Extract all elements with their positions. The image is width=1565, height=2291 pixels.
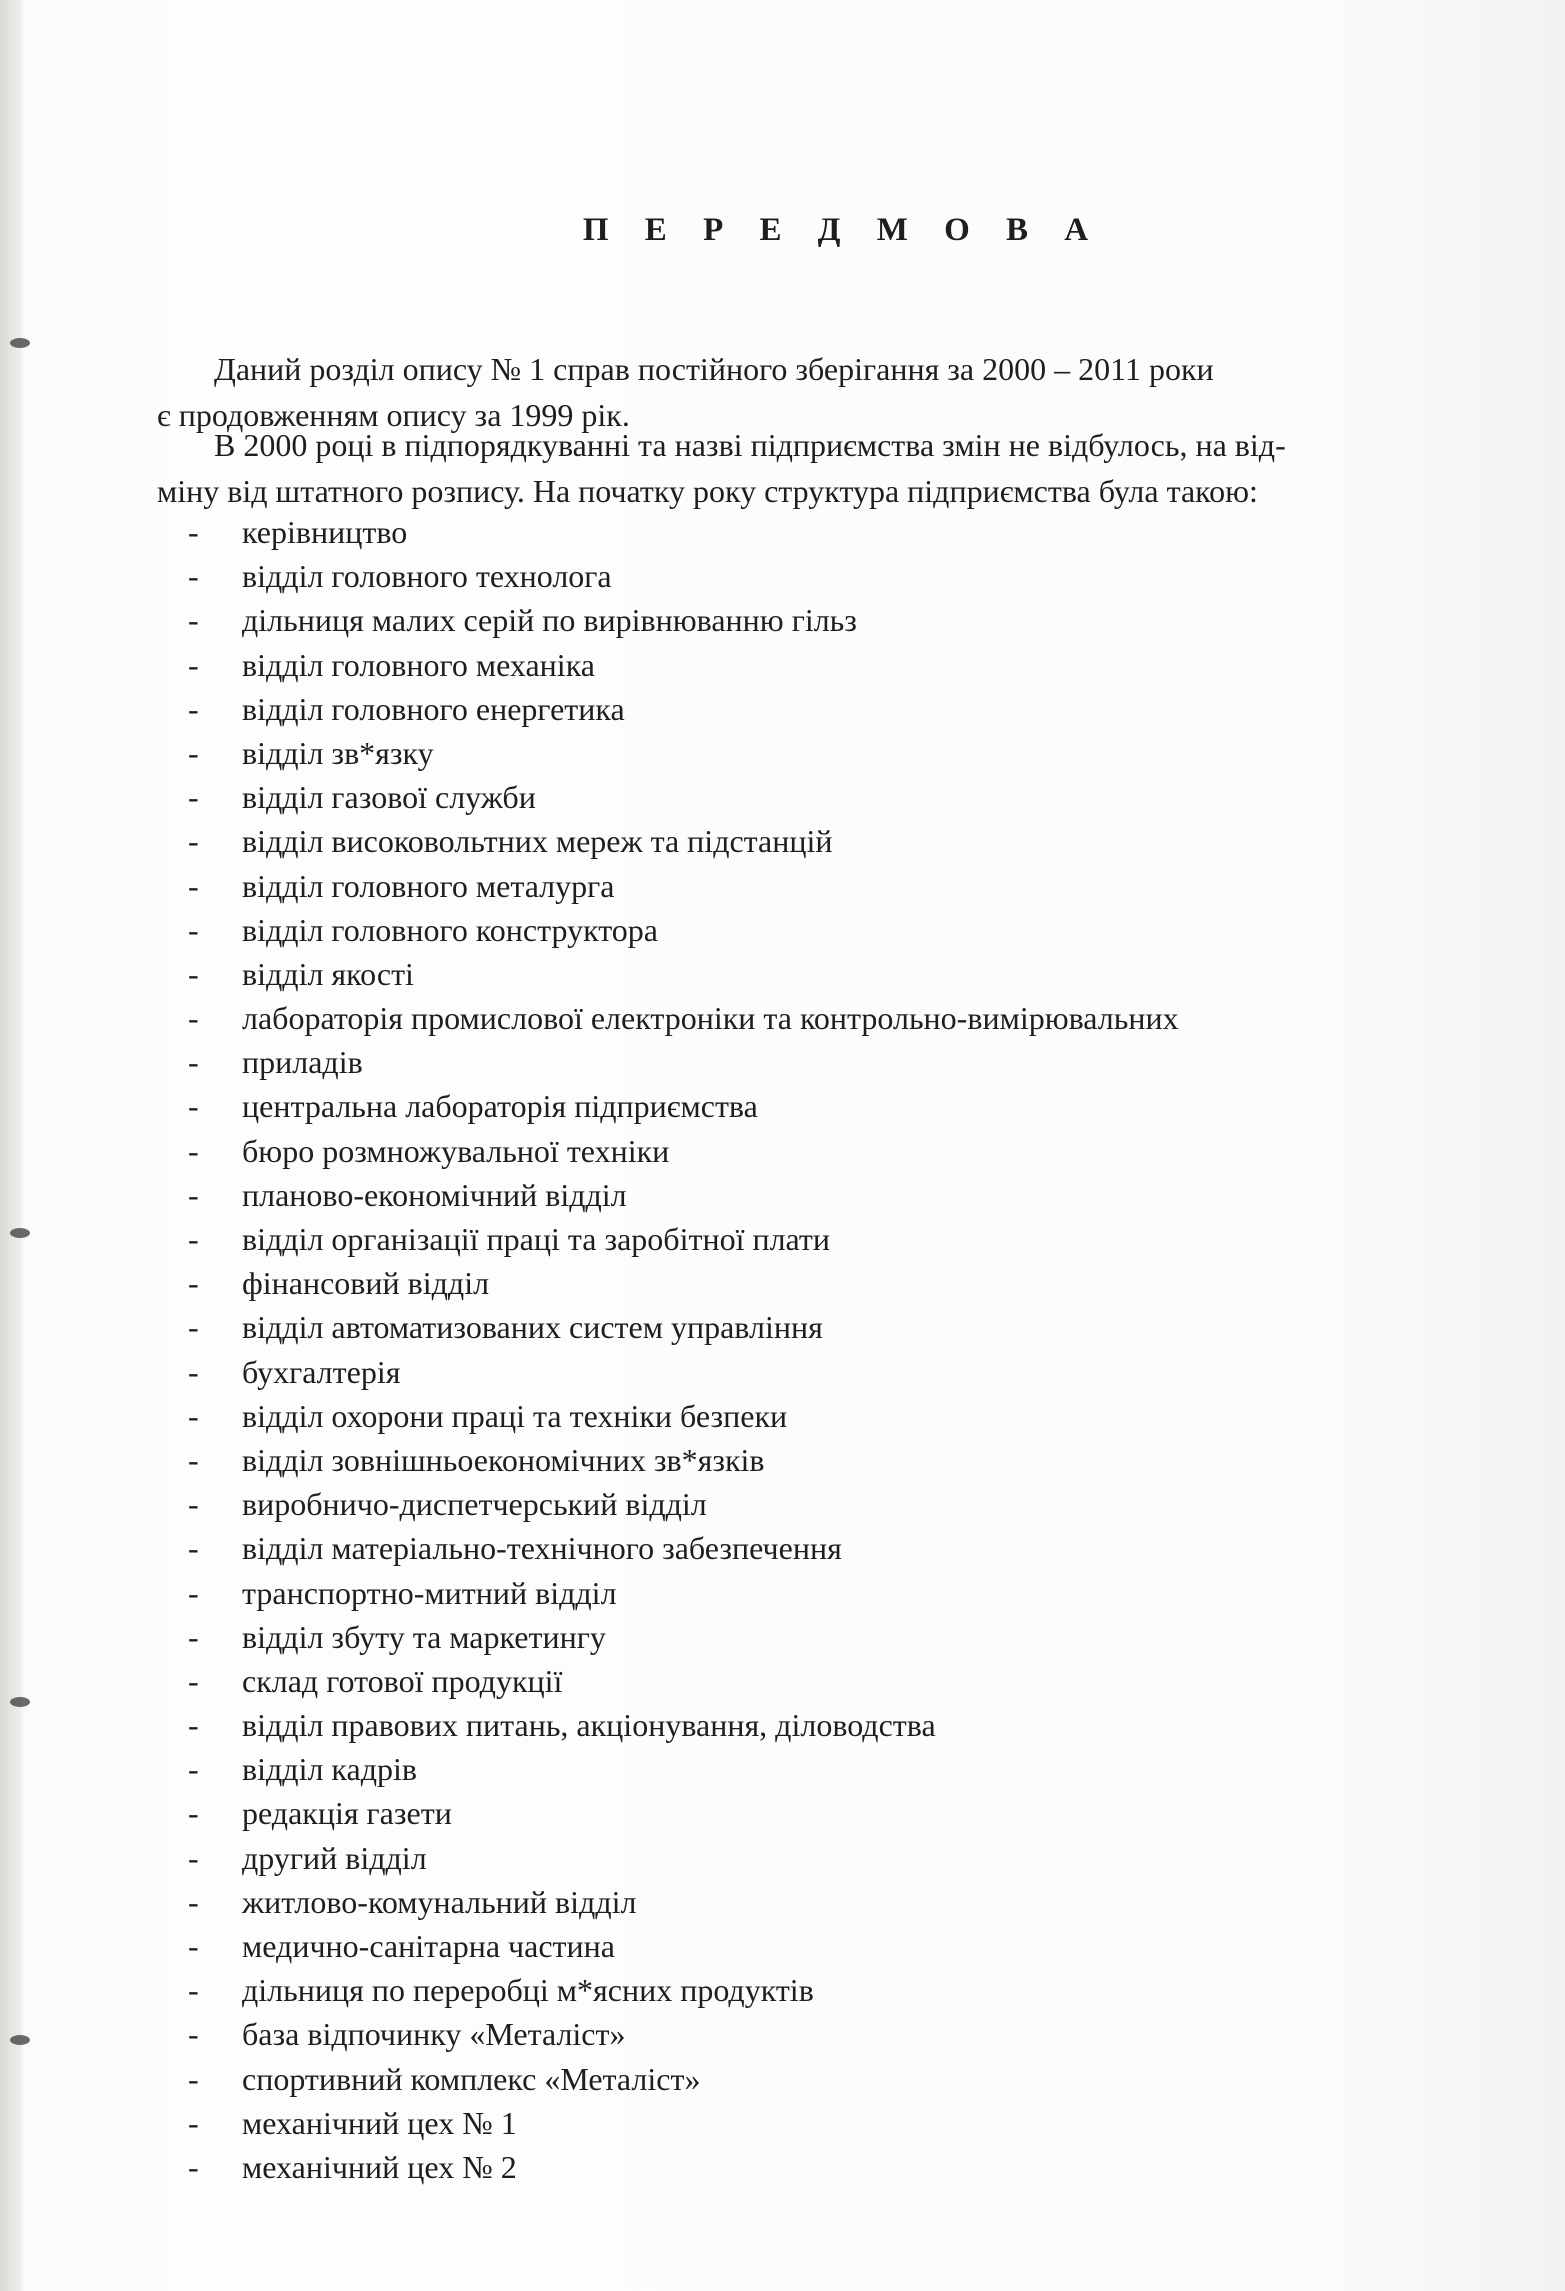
- list-bullet: -: [188, 1972, 199, 2009]
- list-bullet: -: [188, 558, 199, 595]
- list-item-text: відділ правових питань, акціонування, діловодства: [242, 1707, 936, 1744]
- structure-paragraph: [157, 422, 1457, 514]
- list-item-text: редакція газети: [242, 1795, 452, 1832]
- list-bullet: -: [188, 1883, 199, 1920]
- list-item-text: склад готової продукції: [242, 1662, 563, 1699]
- list-item-text: відділ зв*язку: [242, 734, 434, 771]
- list-item-text: відділ високовольтних мереж та підстанцій: [242, 823, 833, 860]
- list-item-text: відділ збуту та маркетингу: [242, 1618, 606, 1655]
- list-item-text: транспортно-митний відділ: [242, 1574, 617, 1611]
- list-item-text: планово-економічний відділ: [242, 1176, 627, 1213]
- paragraph-line: В 2000 році в підпорядкуванні та назві підприємства змін не відбулось, на від-: [214, 427, 1286, 463]
- list-bullet: -: [188, 2016, 199, 2053]
- list-bullet: -: [188, 823, 199, 860]
- list-bullet: -: [188, 1662, 199, 1699]
- list-item-text: відділ матеріально-технічного забезпечення: [242, 1530, 842, 1567]
- list-item-text: медично-санітарна частина: [242, 1928, 615, 1964]
- list-bullet: -: [188, 955, 199, 992]
- list-bullet: -: [188, 2104, 199, 2141]
- list-bullet: -: [188, 779, 199, 816]
- list-item-text: відділ газової служби: [242, 779, 536, 816]
- list-bullet: -: [188, 1221, 199, 1257]
- list-item-text: механічний цех № 1: [242, 2104, 517, 2141]
- list-bullet: -: [188, 1928, 199, 1964]
- list-bullet: -: [188, 602, 199, 639]
- paragraph-line: міну від штатного розпису. На початку року структура підприємства була такою:: [157, 473, 1258, 509]
- list-item-text: відділ охорони праці та техніки безпеки: [242, 1397, 788, 1434]
- list-bullet: -: [188, 1530, 199, 1567]
- list-bullet: -: [188, 1176, 199, 1213]
- list-bullet: -: [188, 2148, 199, 2185]
- list-item-text: відділ автоматизованих систем управління: [242, 1309, 823, 1346]
- list-bullet: -: [188, 1088, 199, 1125]
- list-bullet: -: [188, 1000, 199, 1037]
- list-item-text: відділ головного технолога: [242, 558, 612, 595]
- list-bullet: -: [188, 1574, 199, 1611]
- list-item-text: спортивний комплекс «Металіст»: [242, 2060, 701, 2097]
- list-bullet: -: [188, 646, 199, 683]
- list-item-text: другий відділ: [242, 1839, 427, 1876]
- punch-hole-mark: [10, 1697, 30, 1707]
- list-item-text: відділ організації праці та заробітної плати: [242, 1221, 831, 1257]
- list-bullet: -: [188, 1353, 199, 1390]
- list-bullet: -: [188, 690, 199, 727]
- document-title: П Е Р Е Д М О В А: [582, 212, 1103, 248]
- list-bullet: -: [188, 514, 199, 550]
- list-item-text: бухгалтерія: [242, 1353, 401, 1390]
- list-bullet: -: [188, 1132, 199, 1169]
- list-item-text: відділ кадрів: [242, 1751, 417, 1788]
- list-item-text: відділ головного механіка: [242, 646, 595, 683]
- list-bullet: -: [188, 1618, 199, 1655]
- list-bullet: -: [188, 734, 199, 771]
- list-bullet: -: [188, 867, 199, 904]
- list-item-text: відділ головного металурга: [242, 867, 615, 904]
- paragraph-line: є продовженням опису за 1999 рік.: [157, 397, 630, 433]
- list-item-text: лабораторія промислової електроніки та контрольно-вимірювальних: [242, 1000, 1179, 1037]
- list-item-text: база відпочинку «Металіст»: [242, 2016, 626, 2053]
- paragraph-line: Даний розділ опису № 1 справ постійного зберігання за 2000 – 2011 роки: [214, 351, 1214, 387]
- list-item-text: відділ зовнішньоекономічних зв*язків: [242, 1441, 765, 1478]
- list-item-text: відділ головного енергетика: [242, 690, 625, 727]
- punch-hole-mark: [10, 1228, 30, 1238]
- list-item-text: центральна лабораторія підприємства: [242, 1088, 758, 1125]
- punch-hole-mark: [10, 2035, 30, 2045]
- list-item-text: бюро розмножувальної техніки: [242, 1132, 670, 1169]
- list-bullet: -: [188, 1309, 199, 1346]
- list-item-text: відділ головного конструктора: [242, 911, 658, 948]
- list-bullet: -: [188, 1441, 199, 1478]
- list-bullet: -: [188, 2060, 199, 2097]
- list-item-text: керівництво: [242, 514, 408, 550]
- list-item-text: житлово-комунальний відділ: [242, 1883, 637, 1920]
- list-item-text: дільниця по переробці м*ясних продуктів: [242, 1972, 814, 2009]
- list-item-text: приладів: [242, 1044, 363, 1081]
- list-bullet: -: [188, 1795, 199, 1832]
- list-bullet: -: [188, 1265, 199, 1302]
- list-bullet: -: [188, 1707, 199, 1744]
- list-bullet: -: [188, 1751, 199, 1788]
- list-item-text: відділ якості: [242, 955, 414, 992]
- list-bullet: -: [188, 1486, 199, 1523]
- list-item-text: механічний цех № 2: [242, 2148, 517, 2185]
- list-bullet: -: [188, 1397, 199, 1434]
- list-item-text: дільниця малих серій по вирівнюванню гільз: [242, 602, 857, 639]
- list-bullet: -: [188, 1839, 199, 1876]
- punch-hole-mark: [10, 338, 30, 348]
- list-item-text: фінансовий відділ: [242, 1265, 490, 1302]
- list-bullet: -: [188, 911, 199, 948]
- list-bullet: -: [188, 1044, 199, 1081]
- list-item-text: виробничо-диспетчерський відділ: [242, 1486, 707, 1523]
